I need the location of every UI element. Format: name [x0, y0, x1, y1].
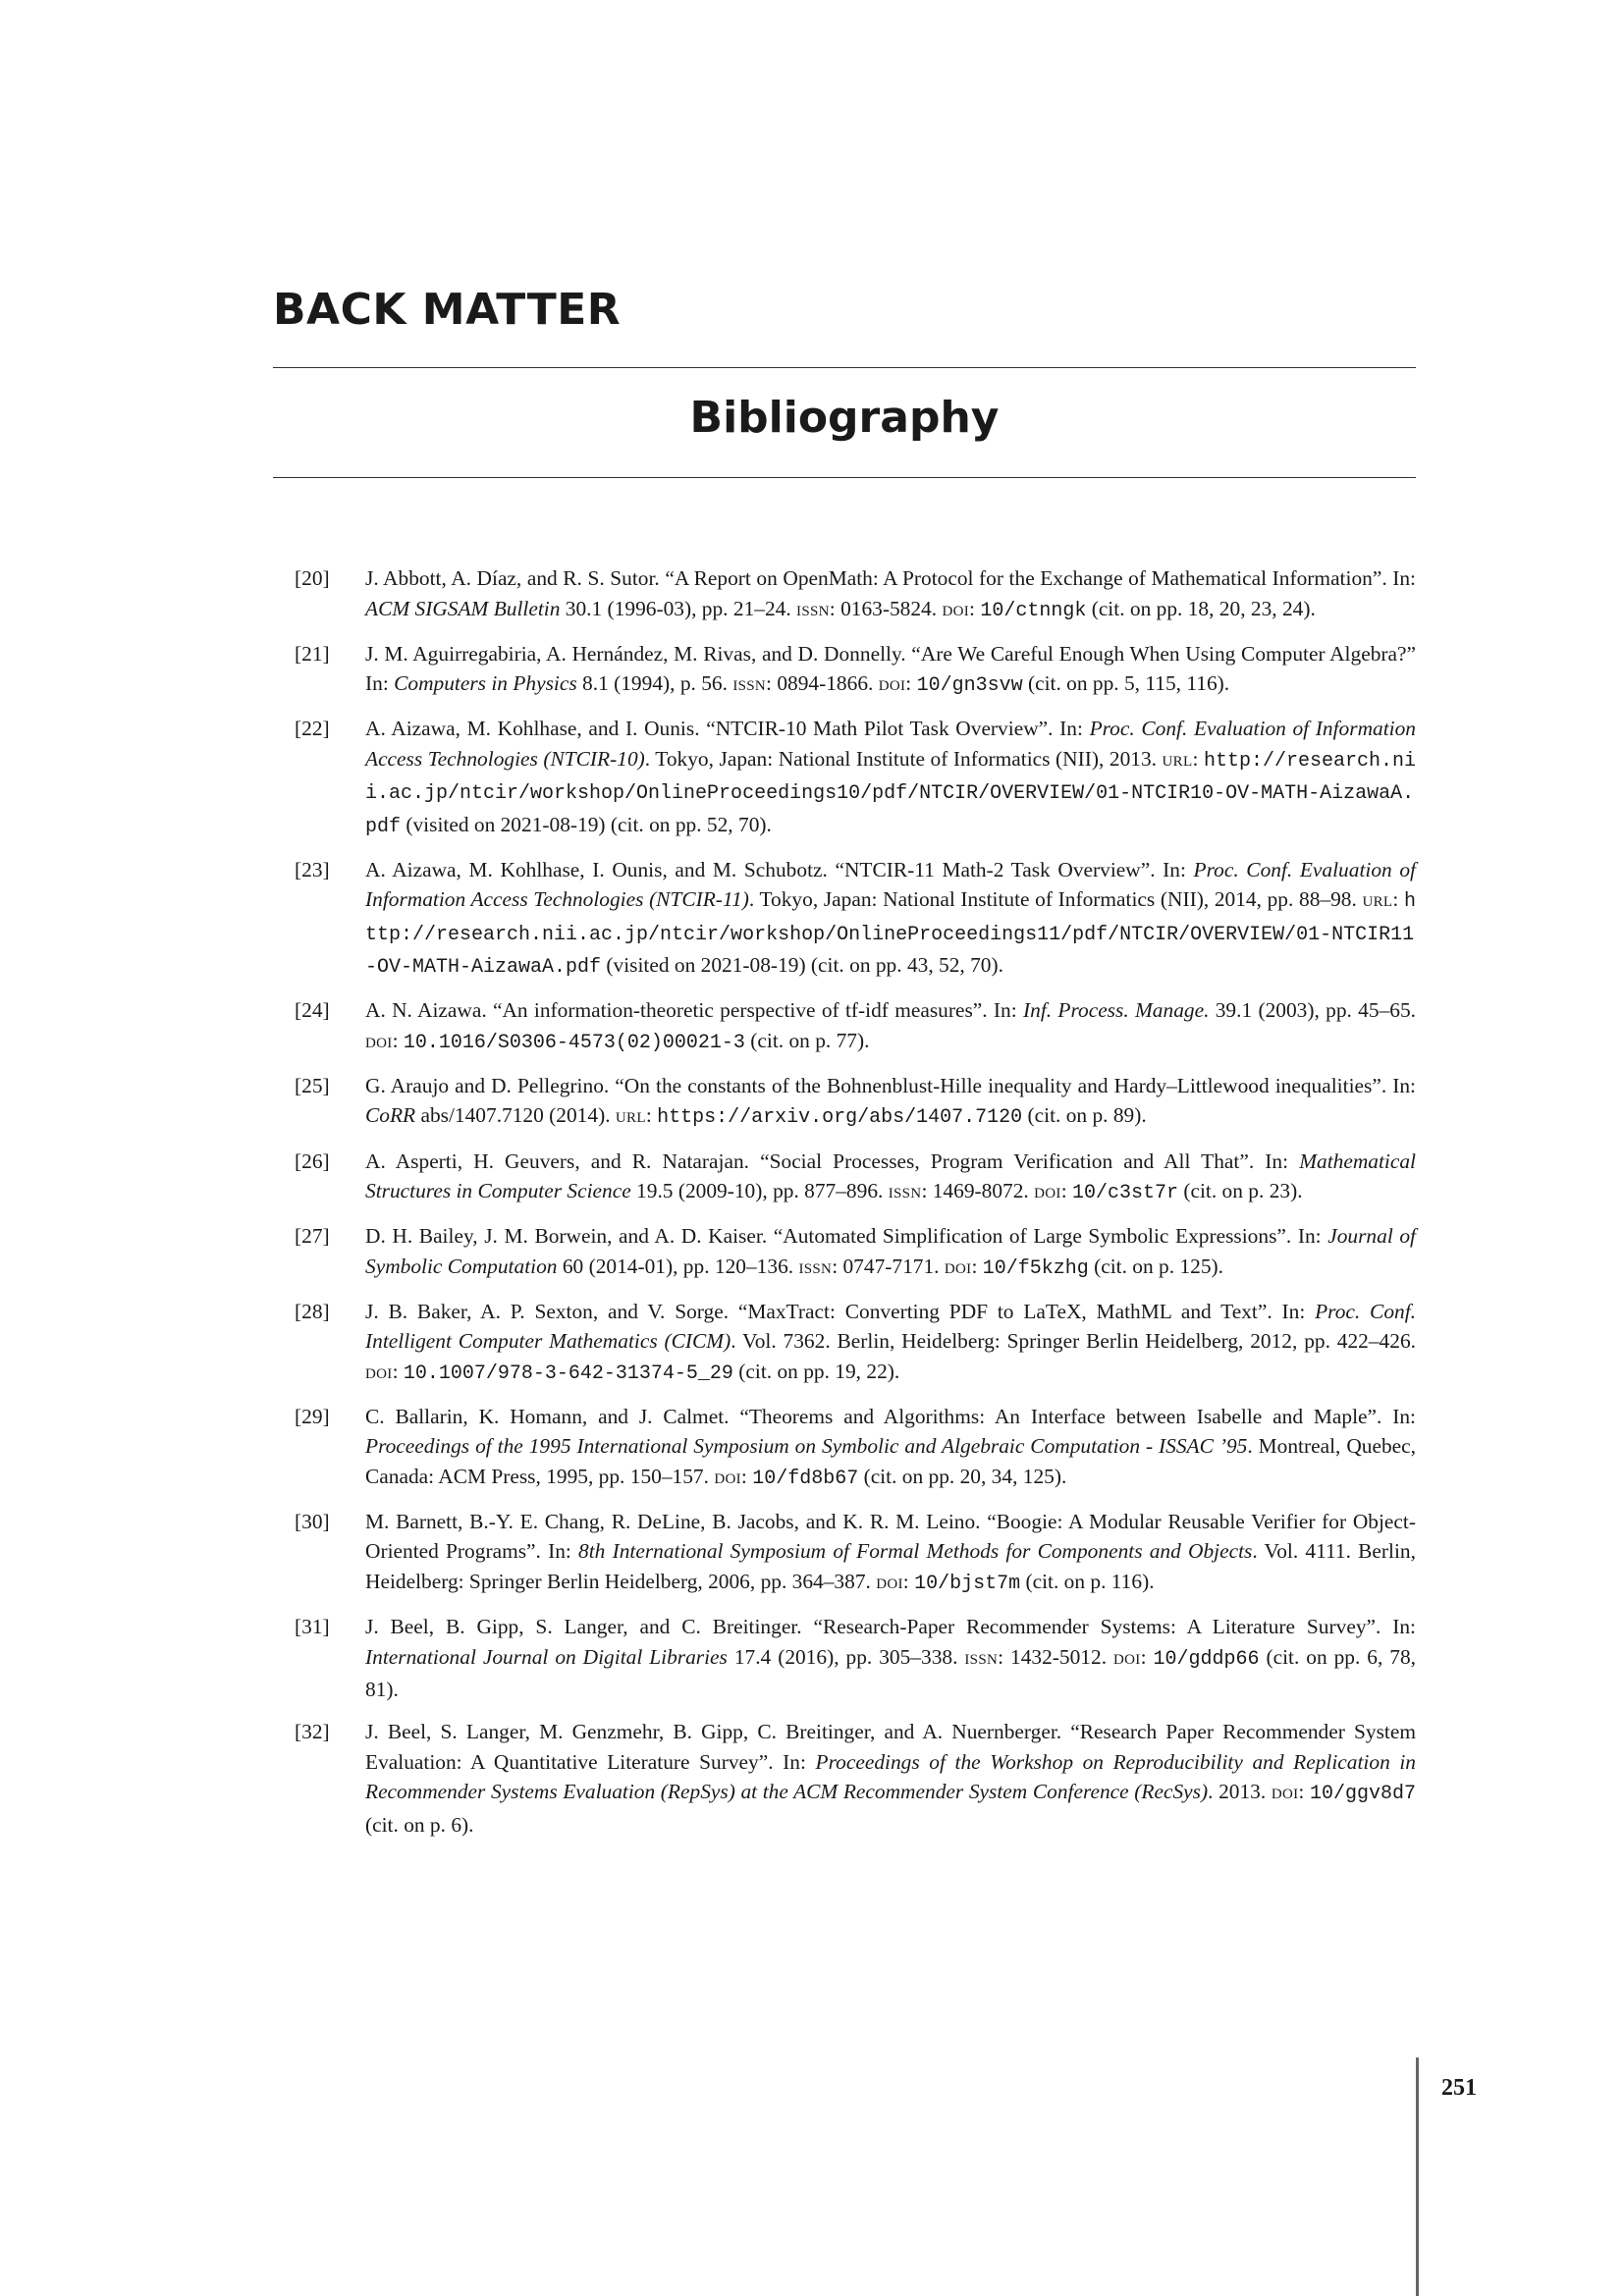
doi-label: doi	[876, 1569, 903, 1593]
entry-url-link[interactable]: https://arxiv.org/abs/1407.7120	[657, 1106, 1023, 1130]
entry-authors-title: J. M. Aguirregabiria, A. Hernández, M. Rivas, and D. Donnelly. “Are We Careful Enough When Using Computer Algebra?” In:	[365, 641, 1416, 696]
bibliography-entry	[295, 1507, 1416, 1600]
entry-number: [22]	[295, 717, 330, 741]
entry-details: . Vol. 7362. Berlin, Heidelberg: Springer Berlin Heidelberg, 2012, pp. 422–426.	[731, 1329, 1416, 1354]
doi-label: doi	[944, 1254, 972, 1278]
entry-citation-pages: (cit. on pp. 6, 78, 81).	[365, 1644, 1417, 1702]
entry-authors-title: M. Barnett, B.-Y. E. Chang, R. DeLine, B. Jacobs, and K. R. M. Leino. “Boogie: A Modular Reusable Verifier for Object-Oriented Programs”. In:	[365, 1509, 1416, 1564]
entry-authors-title: J. B. Baker, A. P. Sexton, and V. Sorge. “MaxTract: Converting PDF to LaTeX, MathML and Text”. In:	[365, 1299, 1316, 1323]
entry-number: [30]	[295, 1509, 330, 1533]
entry-citation-pages: (cit. on p. 77).	[744, 1028, 870, 1052]
entry-venue: CoRR	[365, 1103, 416, 1128]
label-colon: :	[392, 1028, 404, 1052]
bibliography-entry	[295, 1612, 1416, 1705]
entry-authors-title: J. Beel, B. Gipp, S. Langer, and C. Breitinger. “Research-Paper Recommender Systems: A Literature Survey”. In:	[365, 1615, 1416, 1639]
issn-label: issn	[796, 596, 830, 620]
label-colon: :	[902, 1569, 915, 1593]
label-colon: :	[998, 1644, 1011, 1669]
bibliography-entry	[295, 855, 1416, 984]
bibliography-entry	[295, 995, 1416, 1058]
label-colon: :	[1060, 1179, 1072, 1203]
label-colon: :	[645, 1103, 658, 1128]
entry-doi-link[interactable]: 10/f5kzhg	[982, 1256, 1089, 1280]
label-colon: :	[829, 596, 841, 620]
bibliography-entry	[295, 1402, 1416, 1495]
entry-details: . Montreal, Quebec, Canada: ACM Press, 1995, pp. 150–157.	[365, 1434, 1417, 1488]
entry-citation-pages: (cit. on pp. 18, 20, 23, 24).	[1086, 596, 1316, 620]
label-colon: :	[1298, 1780, 1310, 1804]
entry-number: [23]	[295, 857, 330, 881]
entry-number: [31]	[295, 1615, 330, 1639]
doi-label: doi	[714, 1464, 741, 1488]
bibliography-entry	[295, 714, 1416, 842]
entry-details: abs/1407.7120 (2014).	[415, 1103, 616, 1128]
issn-label: issn	[798, 1254, 833, 1278]
entry-details: 39.1 (2003), pp. 45–65.	[1209, 998, 1417, 1023]
entry-citation-pages: (cit. on p. 89).	[1022, 1103, 1147, 1128]
entry-citation-pages: (cit. on pp. 19, 22).	[732, 1359, 900, 1383]
entry-doi-link[interactable]: 10/c3st7r	[1071, 1182, 1179, 1205]
bibliography-entry	[295, 563, 1416, 626]
doi-label: doi	[878, 671, 906, 696]
issn-label: issn	[888, 1179, 922, 1203]
label-colon: :	[740, 1464, 753, 1488]
page-number: 251	[1441, 2075, 1477, 2101]
entry-citation-pages: (cit. on p. 6).	[365, 1812, 474, 1837]
entry-citation-pages: (cit. on p. 116).	[1020, 1569, 1155, 1593]
label-colon: :	[921, 1179, 933, 1203]
url-label: url	[1162, 746, 1193, 771]
entry-venue: Inf. Process. Manage.	[1023, 998, 1210, 1023]
entry-venue: Proceedings of the 1995 International Symposium on Symbolic and Algebraic Computation - ISSAC ’95	[365, 1434, 1248, 1459]
entry-number: [25]	[295, 1073, 330, 1097]
entry-authors-title: J. Abbott, A. Díaz, and R. S. Sutor. “A Report on OpenMath: A Protocol for the Exchange of Mathematical Information”. In:	[365, 566, 1416, 590]
entry-issn: 0163-5824	[840, 596, 932, 620]
entry-details: . 2013.	[1208, 1780, 1272, 1804]
label-colon: :	[1192, 746, 1204, 771]
doi-label: doi	[1271, 1780, 1299, 1804]
label-colon: :	[1392, 887, 1404, 912]
entry-doi-link[interactable]: 10/bjst7m	[914, 1572, 1021, 1595]
entry-issn: 0747-7171	[842, 1254, 935, 1278]
entry-citation-pages: (cit. on p. 23).	[1178, 1179, 1303, 1203]
entry-number: [26]	[295, 1148, 330, 1173]
bibliography-list	[295, 563, 1416, 1852]
entry-doi-link[interactable]: 10.1016/S0306-4573(02)00021-3	[403, 1031, 745, 1054]
entry-number: [27]	[295, 1224, 330, 1249]
entry-details: . Vol. 4111. Berlin, Heidelberg: Springer Berlin Heidelberg, 2006, pp. 364–387.	[365, 1539, 1416, 1593]
entry-doi-link[interactable]: 10.1007/978-3-642-31374-5_29	[403, 1362, 733, 1385]
separator: .	[934, 1254, 945, 1278]
entry-authors-title: G. Araujo and D. Pellegrino. “On the constants of the Bohnenblust-Hille inequality and Hardy–Littlewood inequalities”. In:	[365, 1073, 1416, 1097]
entry-citation-pages: (visited on 2021-08-19) (cit. on pp. 52, 70).	[401, 812, 772, 836]
label-colon: :	[969, 596, 981, 620]
entry-authors-title: A. N. Aizawa. “An information-theoretic perspective of tf-idf measures”. In:	[365, 998, 1023, 1023]
doi-label: doi	[365, 1028, 393, 1052]
entry-details: 19.5 (2009-10), pp. 877–896.	[630, 1179, 889, 1203]
entry-citation-pages: (cit. on pp. 20, 34, 125).	[858, 1464, 1067, 1488]
entry-details: 60 (2014-01), pp. 120–136.	[557, 1254, 799, 1278]
entry-doi-link[interactable]: 10/gn3svw	[916, 674, 1023, 698]
entry-venue: 8th International Symposium of Formal Methods for Components and Objects	[578, 1539, 1253, 1564]
entry-url-link[interactable]: http://research.nii.ac.jp/ntcir/workshop/OnlineProceedings11/pdf/NTCIR/OVERVIEW/01-NTCIR11-OV-MATH-AizawaA.pdf	[365, 890, 1416, 980]
label-colon: :	[1140, 1644, 1154, 1669]
entry-venue: International Journal on Digital Libraries	[365, 1644, 728, 1669]
label-colon: :	[971, 1254, 983, 1278]
page-number-rule	[1416, 2057, 1419, 2296]
entry-number: [29]	[295, 1404, 330, 1428]
entry-details: . Tokyo, Japan: National Institute of Informatics (NII), 2014, pp. 88–98.	[748, 887, 1363, 912]
label-colon: :	[905, 671, 917, 696]
bibliography-entry	[295, 1297, 1416, 1390]
doi-label: doi	[1034, 1179, 1061, 1203]
url-label: url	[1362, 887, 1393, 912]
entry-authors-title: J. Beel, S. Langer, M. Genzmehr, B. Gipp, C. Breitinger, and A. Nuernberger. “Research Paper Recommender System Evaluation: A Quantitative Literature Survey”. In:	[365, 1720, 1416, 1774]
entry-authors-title: A. Aizawa, M. Kohlhase, I. Ounis, and M. Schubotz. “NTCIR-11 Math-2 Task Overview”. In:	[365, 857, 1194, 881]
entry-doi-link[interactable]: 10/ctnngk	[980, 599, 1087, 622]
entry-venue: Proc. Conf. Evaluation of Information Access Technologies (NTCIR-11)	[365, 857, 1416, 912]
url-label: url	[615, 1103, 646, 1128]
bibliography-entry	[295, 1071, 1416, 1134]
entry-venue: Proc. Conf. Evaluation of Information Access Technologies (NTCIR-10)	[365, 717, 1416, 771]
top-rule	[273, 367, 1416, 368]
entry-venue: ACM SIGSAM Bulletin	[365, 596, 561, 620]
bibliography-entry	[295, 1717, 1416, 1840]
entry-venue: Mathematical Structures in Computer Science	[365, 1148, 1416, 1203]
separator: .	[931, 596, 943, 620]
entry-details: 17.4 (2016), pp. 305–338.	[727, 1644, 965, 1669]
issn-label: issn	[964, 1644, 999, 1669]
entry-doi-link[interactable]: 10/gddp66	[1153, 1647, 1260, 1671]
entry-citation-pages: (cit. on p. 125).	[1088, 1254, 1223, 1278]
entry-number: [32]	[295, 1720, 330, 1744]
bibliography-entry	[295, 1147, 1416, 1209]
entry-venue: Proc. Conf. Intelligent Computer Mathematics (CICM)	[365, 1299, 1416, 1354]
entry-details: 8.1 (1994), p. 56.	[576, 671, 733, 696]
separator: .	[1101, 1644, 1113, 1669]
label-colon: :	[766, 671, 778, 696]
bottom-rule	[273, 477, 1416, 478]
entry-number: [21]	[295, 641, 330, 666]
entry-issn: 1469-8072	[932, 1179, 1024, 1203]
separator: .	[868, 671, 879, 696]
entry-venue: Proceedings of the Workshop on Reproducibility and Replication in Recommender Systems Evaluation (RepSys) at the ACM Recommender System Conference (RecSys)	[365, 1749, 1416, 1804]
entry-authors-title: A. Asperti, H. Geuvers, and R. Natarajan. “Social Processes, Program Verification and All That”. In:	[365, 1148, 1300, 1173]
entry-number: [28]	[295, 1299, 330, 1323]
entry-doi-link[interactable]: 10/fd8b67	[752, 1467, 859, 1490]
issn-label: issn	[732, 671, 767, 696]
entry-venue: Computers in Physics	[394, 671, 577, 696]
doi-label: doi	[1113, 1644, 1141, 1669]
entry-url-link[interactable]: http://research.nii.ac.jp/ntcir/workshop/OnlineProceedings10/pdf/NTCIR/OVERVIEW/01-NTCIR10-OV-MATH-AizawaA.pdf	[365, 749, 1416, 838]
entry-citation-pages: (visited on 2021-08-19) (cit. on pp. 43, 52, 70).	[601, 953, 1003, 978]
entry-issn: 1432-5012	[1010, 1644, 1102, 1669]
part-title: BACK MATTER	[273, 285, 622, 335]
entry-details: 30.1 (1996-03), pp. 21–24.	[560, 596, 797, 620]
bibliography-entry	[295, 639, 1416, 702]
entry-number: [24]	[295, 998, 330, 1023]
separator: .	[1023, 1179, 1035, 1203]
entry-citation-pages: (cit. on pp. 5, 115, 116).	[1022, 671, 1230, 696]
doi-label: doi	[365, 1359, 393, 1383]
doi-label: doi	[942, 596, 970, 620]
entry-authors-title: C. Ballarin, K. Homann, and J. Calmet. “Theorems and Algorithms: An Interface between Isabelle and Maple”. In:	[365, 1404, 1416, 1428]
entry-authors-title: D. H. Bailey, J. M. Borwein, and A. D. Kaiser. “Automated Simplification of Large Symbolic Expressions”. In:	[365, 1224, 1328, 1249]
bibliography-entry	[295, 1221, 1416, 1284]
entry-details: . Tokyo, Japan: National Institute of Informatics (NII), 2013.	[644, 746, 1163, 771]
chapter-title: Bibliography	[689, 393, 1000, 443]
entry-doi-link[interactable]: 10/ggv8d7	[1309, 1783, 1417, 1806]
label-colon: :	[392, 1359, 404, 1383]
label-colon: :	[832, 1254, 843, 1278]
entry-venue: Journal of Symbolic Computation	[365, 1224, 1417, 1278]
entry-issn: 0894-1866	[777, 671, 869, 696]
entry-number: [20]	[295, 566, 330, 590]
entry-authors-title: A. Aizawa, M. Kohlhase, and I. Ounis. “NTCIR-10 Math Pilot Task Overview”. In:	[365, 717, 1090, 741]
